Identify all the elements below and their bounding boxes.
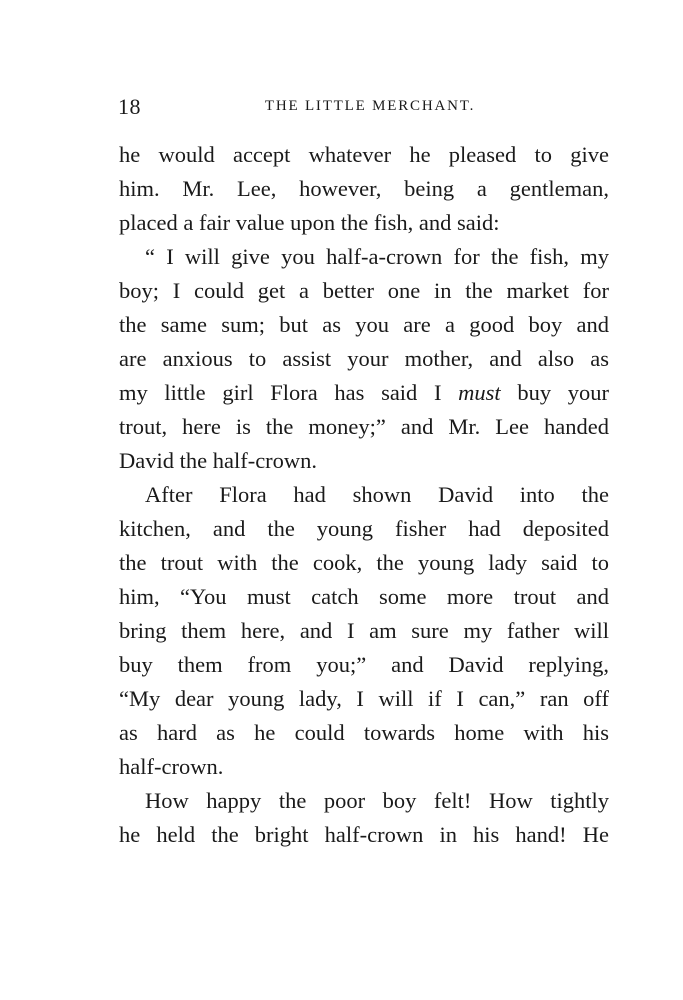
text-line: “ I will give you half-a-crown for the fish, my [145,244,609,269]
text-line: he held the bright half-crown in his hand! He [119,822,609,847]
text-line: trout, here is the money;” and Mr. Lee handed [119,414,609,439]
paragraph [119,138,609,240]
text-line: my little girl Flora has said I must buy your [119,380,610,405]
text-line: him. Mr. Lee, however, being a gentleman, [119,176,609,201]
text-line: After Flora had shown David into the [145,482,609,507]
text-line: bring them here, and I am sure my father will [119,618,609,643]
book-title: THE LITTLE MERCHANT. [264,98,476,114]
running-head [118,94,610,124]
text-line: half-crown. [119,754,224,779]
emphasis: must [458,380,501,405]
text-line: are anxious to assist your mother, and also as [119,346,609,371]
text-line: How happy the poor boy felt! How tightly [145,788,609,813]
text-line: as hard as he could towards home with his [119,720,609,745]
text-line: kitchen, and the young fisher had deposited [119,516,609,541]
paragraph [119,478,609,784]
text-line: the trout with the cook, the young lady said to [119,550,609,575]
text-line: the same sum; but as you are a good boy and [119,312,609,337]
text-line: buy them from you;” and David replying, [119,652,609,677]
body-text [119,138,609,852]
paragraph [119,784,609,852]
page-number: 18 [118,94,141,119]
text-line: he would accept whatever he pleased to give [119,142,609,167]
paragraph [119,240,609,478]
text-line: boy; I could get a better one in the market for [119,278,609,303]
text-line: “My dear young lady, I will if I can,” ran off [119,686,609,711]
text-line: placed a fair value upon the fish, and said: [119,210,500,235]
text-line: him, “You must catch some more trout and [119,584,609,609]
text-line: David the half-crown. [119,448,318,473]
